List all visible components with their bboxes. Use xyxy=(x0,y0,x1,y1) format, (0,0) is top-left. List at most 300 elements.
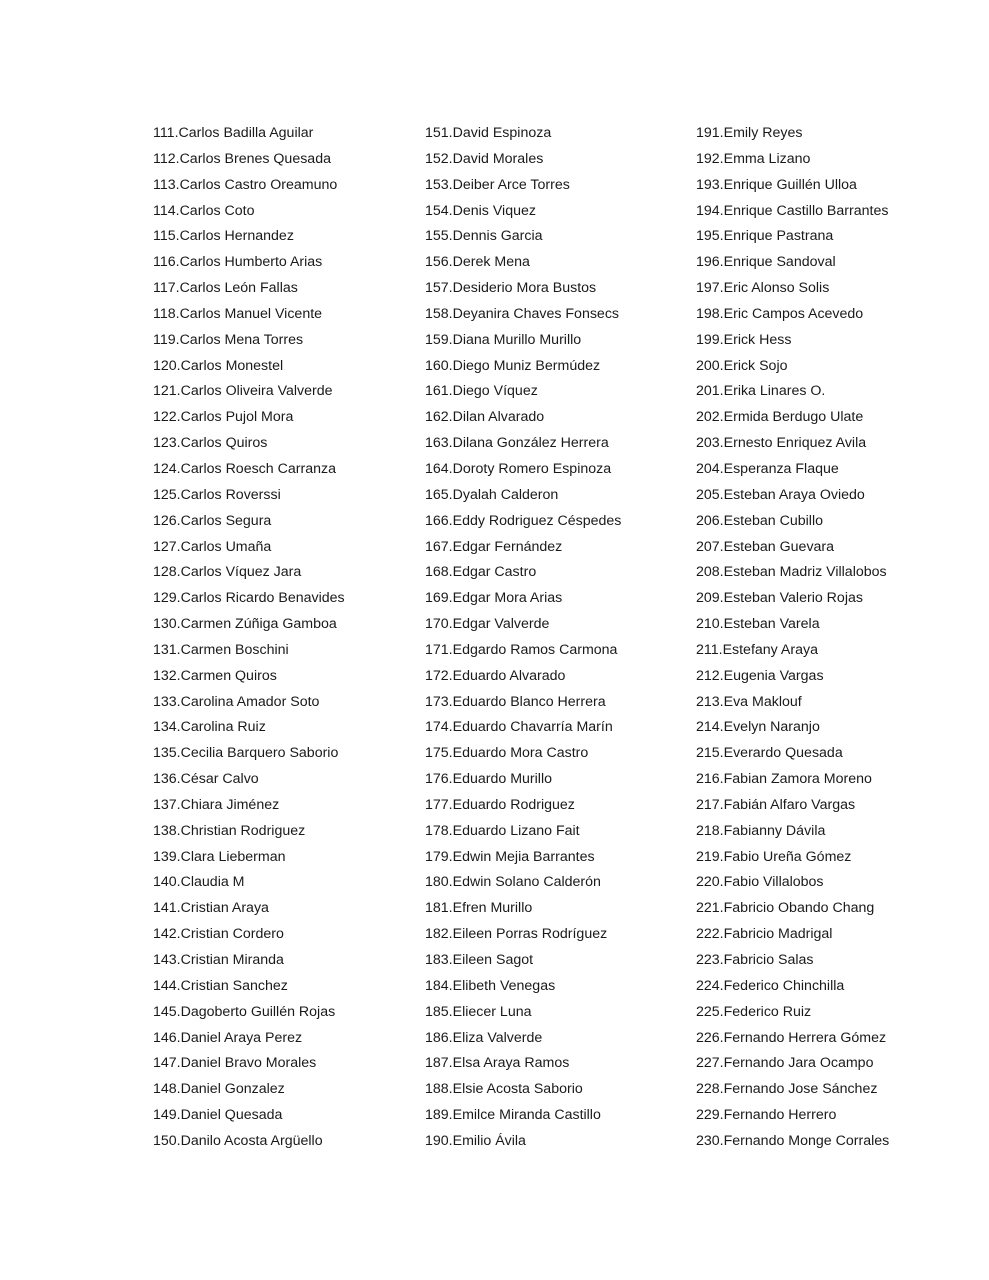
list-item xyxy=(153,612,415,638)
list-item-number: 145. xyxy=(153,1003,181,1020)
list-item xyxy=(696,509,981,535)
list-item-name: David Espinoza xyxy=(452,125,552,141)
list-item-name: Dyalah Calderon xyxy=(452,486,559,503)
list-item xyxy=(696,173,981,199)
list-item xyxy=(425,612,687,638)
list-item xyxy=(696,870,981,896)
list-item xyxy=(425,147,687,173)
list-item-name: Eva Maklouf xyxy=(723,693,802,710)
list-item-name: Clara Lieberman xyxy=(180,848,286,865)
list-item xyxy=(425,483,687,509)
list-item-number: 226. xyxy=(696,1029,724,1046)
list-item-name: Claudia M xyxy=(180,874,245,891)
name-column-1 xyxy=(153,121,415,1155)
list-item-number: 205. xyxy=(696,486,724,503)
list-item-name: Ernesto Enriquez Avila xyxy=(723,435,867,452)
list-item-number: 195. xyxy=(696,228,724,245)
list-item-name: Carlos Quiros xyxy=(180,435,268,452)
list-item xyxy=(425,457,687,483)
list-item-name: César Calvo xyxy=(180,771,259,788)
list-item-number: 148. xyxy=(153,1081,181,1098)
list-item-number: 200. xyxy=(696,357,724,374)
list-item-name: Emilio Ávila xyxy=(452,1132,526,1149)
list-item xyxy=(425,224,687,250)
list-item-number: 133. xyxy=(153,693,181,710)
list-item-number: 223. xyxy=(696,952,724,968)
list-item-name: Edgar Fernández xyxy=(452,538,563,555)
list-item-name: Diego Víquez xyxy=(452,383,538,400)
list-item xyxy=(153,793,415,819)
list-item-number: 111. xyxy=(153,125,179,141)
list-item-name: Eduardo Rodriguez xyxy=(452,796,575,813)
list-item-name: Fernando Herrero xyxy=(723,1107,837,1124)
list-item xyxy=(153,767,415,793)
list-item-name: Doroty Romero Espinoza xyxy=(452,460,612,477)
list-item-number: 128. xyxy=(153,564,181,581)
list-item-name: Carmen Quiros xyxy=(180,667,277,684)
list-item-name: Esteban Varela xyxy=(723,616,820,633)
list-item-name: Ermida Berdugo Ulate xyxy=(723,409,864,426)
list-item-name: Denis Viquez xyxy=(452,202,536,219)
list-item xyxy=(153,147,415,173)
list-item-number: 174. xyxy=(425,719,453,736)
list-item xyxy=(153,1000,415,1026)
list-item xyxy=(696,715,981,741)
list-item-number: 171. xyxy=(425,641,453,658)
list-item-name: Fernando Jara Ocampo xyxy=(723,1055,874,1072)
list-item xyxy=(696,535,981,561)
list-item-number: 129. xyxy=(153,590,181,607)
list-item-number: 163. xyxy=(425,435,453,452)
list-item-name: Cristian Araya xyxy=(180,900,269,917)
list-item-number: 228. xyxy=(696,1081,724,1098)
name-column-3 xyxy=(696,121,981,1155)
list-item-number: 140. xyxy=(153,874,181,891)
list-item xyxy=(425,870,687,896)
list-item xyxy=(425,948,687,974)
list-item-name: Fernando Jose Sánchez xyxy=(723,1081,878,1098)
list-item-name: Diego Muniz Bermúdez xyxy=(452,357,601,374)
list-item-name: Eduardo Mora Castro xyxy=(452,745,589,762)
list-item-name: Fabián Alfaro Vargas xyxy=(723,796,856,813)
list-item-name: Danilo Acosta Argüello xyxy=(180,1132,323,1149)
list-item-name: Eugenia Vargas xyxy=(723,667,824,684)
list-item-name: Evelyn Naranjo xyxy=(723,719,820,736)
list-item-name: Dilan Alvarado xyxy=(452,409,545,426)
list-item-name: Eduardo Lizano Fait xyxy=(452,822,580,839)
list-item-number: 154. xyxy=(425,202,453,219)
list-item-number: 114. xyxy=(153,202,180,219)
list-item-name: Carlos Badilla Aguilar xyxy=(178,125,314,141)
list-item-number: 158. xyxy=(425,305,453,322)
list-item-name: Fabianny Dávila xyxy=(723,822,826,839)
list-item-name: Esperanza Flaque xyxy=(723,460,839,477)
list-item-name: Carolina Ruiz xyxy=(180,719,266,736)
list-item xyxy=(696,586,981,612)
list-item-name: Esteban Araya Oviedo xyxy=(723,486,865,503)
list-item-number: 116. xyxy=(153,254,180,271)
list-item xyxy=(153,638,415,664)
list-item xyxy=(696,690,981,716)
list-item-number: 123. xyxy=(153,435,181,452)
list-item-number: 206. xyxy=(696,512,724,529)
list-item xyxy=(696,483,981,509)
list-item-name: Fabricio Salas xyxy=(723,952,814,968)
list-item-number: 177. xyxy=(425,796,453,813)
list-item-name: Fabio Villalobos xyxy=(723,874,824,891)
list-item-name: Estefany Araya xyxy=(722,641,818,658)
list-item-number: 137. xyxy=(153,796,181,813)
list-item xyxy=(153,354,415,380)
list-item xyxy=(153,457,415,483)
list-item-name: Deyanira Chaves Fonsecs xyxy=(452,305,620,322)
list-item-number: 212. xyxy=(696,667,724,684)
list-item-name: Elsie Acosta Saborio xyxy=(452,1081,583,1098)
list-item-name: Efren Murillo xyxy=(452,900,533,917)
list-item-name: Carlos Víquez Jara xyxy=(180,564,302,581)
list-item-number: 196. xyxy=(696,254,724,271)
list-item-name: Eduardo Murillo xyxy=(452,771,552,788)
list-item-number: 194. xyxy=(696,202,724,219)
list-item-name: Daniel Quesada xyxy=(180,1107,283,1124)
list-item-name: Fabian Zamora Moreno xyxy=(723,771,872,788)
list-item-number: 201. xyxy=(696,383,724,400)
list-item xyxy=(696,328,981,354)
list-item xyxy=(696,638,981,664)
list-item-number: 187. xyxy=(425,1055,453,1072)
list-item-name: Deiber Arce Torres xyxy=(452,176,570,193)
list-item-number: 138. xyxy=(153,822,181,839)
list-item xyxy=(425,845,687,871)
list-item-number: 127. xyxy=(153,538,181,555)
list-item xyxy=(696,199,981,225)
list-item xyxy=(425,1077,687,1103)
list-item-name: Federico Chinchilla xyxy=(723,977,845,994)
list-item-number: 186. xyxy=(425,1029,453,1046)
list-item-number: 122. xyxy=(153,409,181,426)
list-item-name: Cristian Cordero xyxy=(180,926,284,943)
list-item-name: Elibeth Venegas xyxy=(452,977,556,994)
list-item-name: Carlos Umaña xyxy=(180,538,272,555)
list-item-name: Edwin Solano Calderón xyxy=(452,874,601,891)
list-item xyxy=(696,224,981,250)
list-item-number: 113. xyxy=(153,176,180,193)
list-item-number: 216. xyxy=(696,771,724,788)
list-item-number: 190. xyxy=(425,1132,453,1149)
list-item xyxy=(425,974,687,1000)
list-item xyxy=(425,121,687,147)
list-item-name: Derek Mena xyxy=(452,254,530,271)
list-item-number: 209. xyxy=(696,590,724,607)
list-item xyxy=(425,1000,687,1026)
list-item xyxy=(696,431,981,457)
list-item-name: Edgardo Ramos Carmona xyxy=(452,641,618,658)
list-item xyxy=(153,379,415,405)
list-item-name: Erick Hess xyxy=(723,331,792,348)
list-item xyxy=(696,922,981,948)
list-item-number: 173. xyxy=(425,693,453,710)
list-item xyxy=(153,199,415,225)
list-item xyxy=(153,224,415,250)
list-item-name: Carlos Brenes Quesada xyxy=(179,150,331,167)
list-item-name: Carlos Humberto Arias xyxy=(179,254,323,271)
list-item-number: 214. xyxy=(696,719,724,736)
list-item-number: 191. xyxy=(696,125,724,141)
list-item-name: Fabricio Obando Chang xyxy=(723,900,875,917)
list-item xyxy=(696,974,981,1000)
list-item xyxy=(153,690,415,716)
list-item xyxy=(696,896,981,922)
list-item xyxy=(153,535,415,561)
list-item-name: Eddy Rodriguez Céspedes xyxy=(452,512,622,529)
list-item-number: 192. xyxy=(696,150,724,167)
list-item-number: 149. xyxy=(153,1107,181,1124)
list-item-number: 203. xyxy=(696,435,724,452)
list-item-name: Eduardo Alvarado xyxy=(452,667,566,684)
list-item-number: 153. xyxy=(425,176,453,193)
list-item-name: Emilce Miranda Castillo xyxy=(452,1107,601,1124)
list-item-name: Carlos Mena Torres xyxy=(179,331,304,348)
list-item xyxy=(425,586,687,612)
list-item-number: 222. xyxy=(696,926,724,943)
list-item xyxy=(153,276,415,302)
list-item xyxy=(425,638,687,664)
list-item-name: Carlos Oliveira Valverde xyxy=(180,383,333,400)
list-item-number: 119. xyxy=(153,331,180,348)
list-item-number: 175. xyxy=(425,745,453,762)
list-item-number: 141. xyxy=(153,900,181,917)
list-item-name: Dilana González Herrera xyxy=(452,435,609,452)
list-item xyxy=(153,586,415,612)
list-item xyxy=(696,767,981,793)
list-item xyxy=(696,1000,981,1026)
list-item-number: 150. xyxy=(153,1132,181,1149)
list-item-number: 167. xyxy=(425,538,453,555)
list-item-name: Enrique Guillén Ulloa xyxy=(723,176,857,193)
list-item-name: Everardo Quesada xyxy=(723,745,843,762)
list-item xyxy=(153,483,415,509)
list-item-name: Emily Reyes xyxy=(723,125,803,141)
list-item-number: 185. xyxy=(425,1003,453,1020)
list-item xyxy=(153,664,415,690)
list-item xyxy=(425,1103,687,1129)
list-item-number: 152. xyxy=(425,150,453,167)
list-item xyxy=(153,845,415,871)
list-item xyxy=(696,405,981,431)
list-item xyxy=(696,948,981,974)
list-item xyxy=(696,121,981,147)
list-item xyxy=(425,819,687,845)
list-item-number: 220. xyxy=(696,874,724,891)
list-item-number: 189. xyxy=(425,1107,453,1124)
list-item xyxy=(425,741,687,767)
list-item-name: Erika Linares O. xyxy=(723,383,826,400)
list-item-number: 211. xyxy=(696,641,723,658)
list-item-name: Eric Campos Acevedo xyxy=(723,305,864,322)
list-item-number: 221. xyxy=(696,900,724,917)
list-item-number: 213. xyxy=(696,693,724,710)
list-item xyxy=(425,328,687,354)
list-item xyxy=(153,405,415,431)
list-item-name: Cristian Miranda xyxy=(180,952,284,968)
list-item xyxy=(696,1026,981,1052)
list-item xyxy=(425,431,687,457)
list-item-number: 230. xyxy=(696,1132,724,1149)
list-item xyxy=(153,250,415,276)
list-item xyxy=(425,379,687,405)
list-item-number: 155. xyxy=(425,228,453,245)
list-item-name: Enrique Castillo Barrantes xyxy=(723,202,889,219)
list-item xyxy=(153,328,415,354)
list-item xyxy=(153,715,415,741)
list-item xyxy=(153,509,415,535)
list-item xyxy=(425,767,687,793)
list-item xyxy=(696,302,981,328)
list-item-number: 156. xyxy=(425,254,453,271)
list-item-name: Daniel Araya Perez xyxy=(180,1029,303,1046)
list-item-name: Carmen Zúñiga Gamboa xyxy=(180,616,337,633)
list-item-number: 176. xyxy=(425,771,453,788)
list-item xyxy=(153,121,415,147)
list-item xyxy=(153,1103,415,1129)
list-item-number: 125. xyxy=(153,486,181,503)
list-item-number: 121. xyxy=(153,383,181,400)
list-item xyxy=(153,431,415,457)
list-item-number: 188. xyxy=(425,1081,453,1098)
list-item-number: 229. xyxy=(696,1107,724,1124)
list-item-number: 210. xyxy=(696,616,724,633)
list-item-name: Carlos Hernandez xyxy=(179,228,294,245)
name-column-2 xyxy=(425,121,687,1155)
list-item-name: Esteban Valerio Rojas xyxy=(723,590,863,607)
list-item-name: Enrique Pastrana xyxy=(723,228,834,245)
list-item xyxy=(425,199,687,225)
list-item-name: Carmen Boschini xyxy=(180,641,289,658)
list-item-name: Fabio Ureña Gómez xyxy=(723,848,852,865)
list-item xyxy=(153,948,415,974)
list-item-number: 112. xyxy=(153,150,180,167)
list-item xyxy=(425,560,687,586)
list-item xyxy=(153,896,415,922)
list-item-name: Erick Sojo xyxy=(723,357,788,374)
list-item-name: Carlos Segura xyxy=(180,512,272,529)
list-item xyxy=(696,664,981,690)
list-item-number: 135. xyxy=(153,745,181,762)
list-item-name: Chiara Jiménez xyxy=(180,796,280,813)
list-item-name: Daniel Gonzalez xyxy=(180,1081,285,1098)
list-item xyxy=(153,1026,415,1052)
list-item-name: Desiderio Mora Bustos xyxy=(452,280,597,297)
list-item-number: 168. xyxy=(425,564,453,581)
list-item-name: Dennis Garcia xyxy=(452,228,543,245)
list-item-name: Carlos Roverssi xyxy=(180,486,281,503)
list-item-name: Federico Ruiz xyxy=(723,1003,812,1020)
list-item-name: Eduardo Blanco Herrera xyxy=(452,693,606,710)
list-item xyxy=(696,147,981,173)
list-item-name: Elsa Araya Ramos xyxy=(452,1055,570,1072)
list-item-number: 182. xyxy=(425,926,453,943)
list-item-number: 117. xyxy=(153,280,180,297)
list-item-number: 178. xyxy=(425,822,453,839)
list-item-name: Carlos Pujol Mora xyxy=(180,409,294,426)
list-item-name: Fabricio Madrigal xyxy=(723,926,833,943)
list-item xyxy=(153,922,415,948)
list-item-number: 160. xyxy=(425,357,453,374)
list-item xyxy=(696,560,981,586)
list-item-name: Cecilia Barquero Saborio xyxy=(180,745,339,762)
list-item-number: 204. xyxy=(696,460,724,477)
list-item xyxy=(425,1129,687,1155)
list-item xyxy=(425,664,687,690)
list-item-number: 131. xyxy=(153,641,181,658)
list-item-name: Esteban Cubillo xyxy=(723,512,823,529)
list-item-number: 172. xyxy=(425,667,453,684)
list-item-name: Carlos Castro Oreamuno xyxy=(179,176,338,193)
list-item-number: 170. xyxy=(425,616,453,633)
list-item-number: 202. xyxy=(696,409,724,426)
list-item xyxy=(696,1129,981,1155)
list-item xyxy=(696,793,981,819)
list-item xyxy=(425,173,687,199)
list-item-name: Carlos Ricardo Benavides xyxy=(180,590,345,607)
list-item-name: Eliecer Luna xyxy=(452,1003,532,1020)
list-item xyxy=(153,1129,415,1155)
list-item-name: Edgar Valverde xyxy=(452,616,550,633)
list-item-name: Carlos Coto xyxy=(179,202,255,219)
list-item-number: 183. xyxy=(425,952,453,968)
list-item xyxy=(696,379,981,405)
list-item-name: Enrique Sandoval xyxy=(723,254,836,271)
list-item xyxy=(153,173,415,199)
list-item xyxy=(425,896,687,922)
list-item xyxy=(696,1103,981,1129)
list-item xyxy=(696,845,981,871)
list-item xyxy=(425,302,687,328)
list-item-number: 207. xyxy=(696,538,724,555)
list-item xyxy=(153,870,415,896)
list-item-name: Eduardo Chavarría Marín xyxy=(452,719,613,736)
list-item-number: 159. xyxy=(425,331,453,348)
list-item-name: Carlos Manuel Vicente xyxy=(179,305,323,322)
list-item-name: Cristian Sanchez xyxy=(180,977,288,994)
list-item-name: Christian Rodriguez xyxy=(180,822,306,839)
list-item-number: 132. xyxy=(153,667,181,684)
list-item xyxy=(696,819,981,845)
list-item-name: Carolina Amador Soto xyxy=(180,693,320,710)
list-item-name: Eileen Sagot xyxy=(452,952,534,968)
list-item xyxy=(696,612,981,638)
list-item xyxy=(696,276,981,302)
list-item xyxy=(425,509,687,535)
list-item-name: Emma Lizano xyxy=(723,150,811,167)
list-item-number: 208. xyxy=(696,564,724,581)
list-item-number: 139. xyxy=(153,848,181,865)
list-item xyxy=(153,302,415,328)
list-item-number: 164. xyxy=(425,460,453,477)
list-item xyxy=(425,1051,687,1077)
list-item xyxy=(425,922,687,948)
list-item-number: 193. xyxy=(696,176,724,193)
list-item-name: David Morales xyxy=(452,150,544,167)
list-item-number: 169. xyxy=(425,590,453,607)
list-item-name: Fernando Monge Corrales xyxy=(723,1132,890,1149)
list-item xyxy=(696,250,981,276)
list-item-number: 198. xyxy=(696,305,724,322)
list-item-number: 146. xyxy=(153,1029,181,1046)
list-item-number: 218. xyxy=(696,822,724,839)
list-item-number: 166. xyxy=(425,512,453,529)
list-item-name: Eileen Porras Rodríguez xyxy=(452,926,608,943)
